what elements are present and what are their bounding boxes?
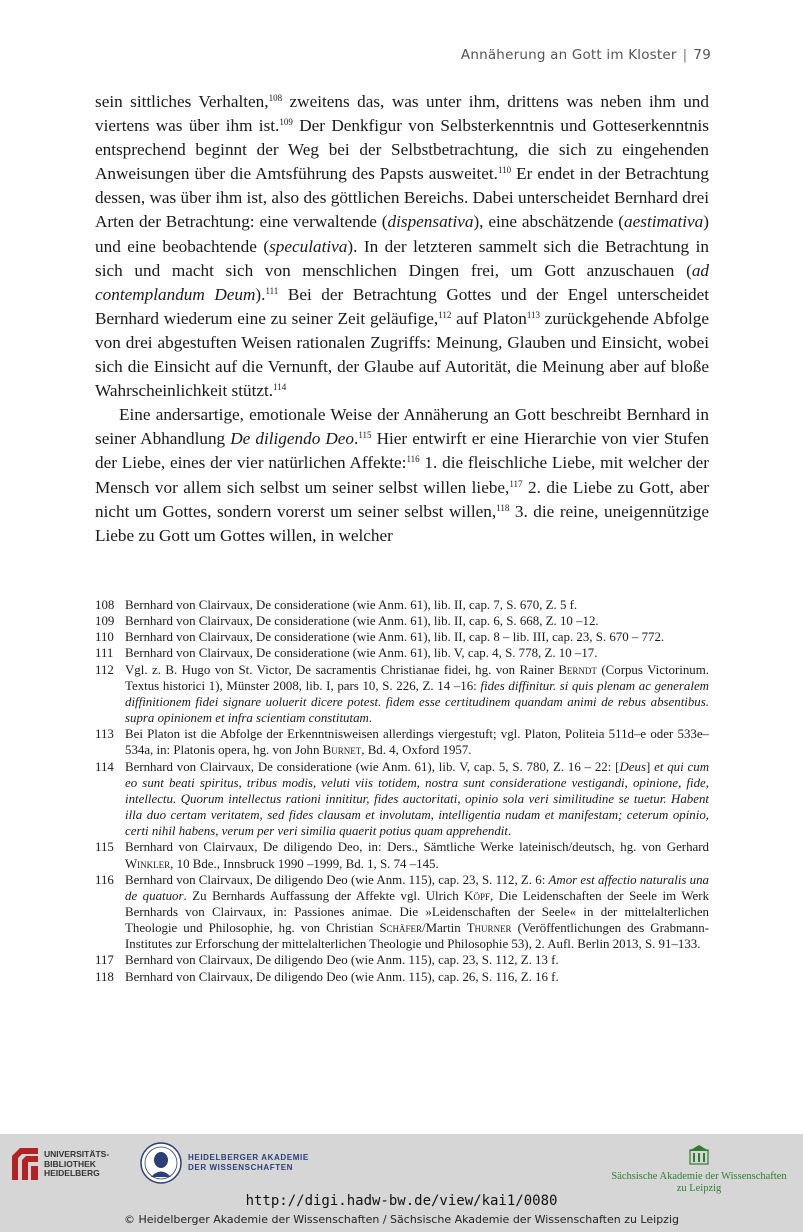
footnote-112 — [95, 662, 709, 727]
footnote-117 — [95, 952, 709, 968]
latin-term: ad contemplandum Deum — [95, 260, 709, 304]
footnote-ref[interactable]: 118 — [496, 502, 510, 513]
text-run: , Die Leidenschaften der Seele im Werk Bernhards von Clairvaux, in: Passiones animae. Die »Leidenschaften der Seele« in der mittelalterlichen Theologie und Philosophie, hg. von Christian — [125, 888, 710, 936]
header-separator: | — [682, 47, 688, 63]
text-run: zurückgehende Abfolge von drei abgestuften Weisen rationalen Zugriffs: Meinung, Glauben und Einsicht, wobei sich die Einsicht auf die Vernunft, der Glaube auf Autorität, die Meinung aber auf bloße Wahrscheinlichkeit stützt. — [95, 308, 709, 401]
footnote-ref[interactable]: 114 — [273, 382, 287, 393]
hadw-logo-text — [188, 1153, 309, 1173]
footnote-text — [125, 872, 709, 953]
footnote-ref[interactable]: 117 — [509, 478, 523, 489]
page-number: 79 — [693, 47, 711, 63]
footnote-text: Bernhard von Clairvaux, De diligendo Deo (wie Anm. 115), cap. 26, S. 116, Z. 16 f. — [125, 969, 559, 984]
text-run: Bernhard von Clairvaux, De consideratione (wie Anm. 61), lib. V, cap. 5, S. 780, Z. 16 – 22: [ — [125, 759, 620, 774]
text-run: , 10 Bde., Innsbruck 1990 –1999, Bd. 1, S. 74 –145. — [170, 856, 439, 871]
footnote-108 — [95, 597, 709, 613]
footnote-number: 108 — [95, 598, 115, 612]
footnote-number: 110 — [95, 630, 114, 645]
text-run: . Zu Bernhards Auffassung der Affekte vgl. Ulrich — [183, 888, 465, 903]
footnotes — [95, 597, 709, 985]
text-run: . — [354, 429, 359, 449]
latin-term: dispensativa — [387, 212, 474, 232]
footnote-text — [125, 759, 709, 840]
paragraph-1 — [95, 90, 709, 403]
footnote-number: 117 — [95, 953, 114, 968]
footnote-118 — [95, 969, 709, 985]
footnote-114 — [95, 759, 709, 840]
text-run: Er endet in der Betrachtung dessen, was über ihm ist, also des göttlichen Bereichs. Dabei unterscheidet Bernhard drei Arten der Betrachtung: eine verwaltende ( — [95, 164, 709, 232]
footnote-text: Bernhard von Clairvaux, De consideratione (wie Anm. 61), lib. II, cap. 6, S. 668, Z. 10 –12. — [125, 614, 599, 629]
latin-term: aestimativa — [624, 212, 704, 232]
footnote-116 — [95, 872, 709, 953]
text-run: Eine andersartige, emotionale Weise der Annäherung an Gott beschreibt Bernhard in seiner Abhandlung — [95, 405, 709, 449]
footnote-111 — [95, 645, 709, 661]
footnote-ref[interactable]: 113 — [526, 309, 541, 320]
work-title: De diligendo Deo — [230, 429, 355, 449]
footnote-number: 118 — [95, 969, 114, 984]
saxon-academy-icon — [688, 1144, 710, 1166]
footnote-text: Bernhard von Clairvaux, De consideratione (wie Anm. 61), lib. II, cap. 8 – lib. III, cap. 23, S. 670 – 772. — [125, 630, 665, 645]
footnote-110 — [95, 629, 709, 645]
hadw-logo[interactable] — [140, 1142, 309, 1184]
copyright-notice: © Heidelberger Akademie der Wissenschaften / Sächsische Akademie der Wissenschaften zu Leipzig — [123, 1213, 679, 1226]
text-run: auf Platon — [451, 308, 527, 328]
footnote-number: 115 — [95, 840, 114, 855]
paragraph-2 — [95, 403, 709, 548]
latin-term: Deus — [619, 759, 646, 774]
footnote-text — [125, 662, 709, 727]
footnote-number: 111 — [95, 646, 114, 661]
footnote-109 — [95, 613, 709, 629]
footnote-text — [125, 726, 709, 758]
footnote-text — [125, 839, 709, 871]
author-name: Köpf — [464, 888, 490, 903]
latin-quote: et qui cum eo sunt beati spiritus, tribus modis, veluti viis totidem, nostra sunt consideratione vestigandi, opinione, fide, intellectu. Quorum intellectus rationi innititur, fides auctoritati, opinio sola veri similitudine se tuetur. Habent illa duo certam veritatem, sed fides clausam et involutam, intelligentia nudam et manifestam; ceterum opinio, certi nihil habens, verum per veri similia quaerit potius quam apprehendit — [125, 759, 710, 839]
text-run: Bernhard von Clairvaux, De diligendo Deo (wie Anm. 115), cap. 23, S. 112, Z. 6: — [125, 872, 549, 887]
footnote-115 — [95, 839, 709, 871]
footer-band — [0, 1134, 803, 1232]
footnote-ref[interactable]: 111 — [265, 285, 279, 296]
author-name: Thurner — [466, 921, 512, 936]
footnote-number: 109 — [95, 614, 115, 629]
text-run: ), eine abschätzende ( — [473, 212, 625, 232]
text-run: sein sittliches Verhalten, — [95, 92, 269, 111]
hadw-seal-icon — [140, 1142, 182, 1184]
hadw-line: DER WISSENSCHAFTEN — [188, 1163, 294, 1172]
text-run: Hier entwirft er eine Hierarchie von vier Stufen der Liebe, eines der vier natürlichen Affekte: — [95, 429, 709, 473]
footnote-ref[interactable]: 109 — [279, 117, 293, 128]
footnote-ref[interactable]: 115 — [358, 430, 372, 441]
saxon-logo-text — [609, 1171, 789, 1195]
hadw-line: HEIDELBERGER AKADEMIE — [188, 1153, 309, 1162]
ub-line: HEIDELBERG — [44, 1168, 100, 1178]
ub-heidelberg-logo[interactable] — [10, 1146, 109, 1182]
footnote-ref[interactable]: 112 — [438, 309, 452, 320]
text-run: Vgl. z. B. Hugo von St. Victor, De sacramentis Christianae fidei, hg. von Rainer — [125, 662, 559, 677]
ub-line: UNIVERSITÄTS- — [44, 1149, 110, 1159]
text-run: 2. die Liebe zu Gott, aber nicht um Gottes, sondern vorerst um seiner selbst willen, — [95, 477, 709, 521]
author-name: Schäfer — [379, 921, 423, 936]
text-run: , Bd. 4, Oxford 1957. — [361, 743, 472, 758]
text-run: (Corpus Victorinum. Textus historici 1), Münster 2008, lib. I, pars 10, S. 226, Z. 14 –16: — [125, 662, 709, 693]
text-run: zweitens das, was unter ihm, drittens was neben ihm und viertens was über ihm ist. — [95, 92, 709, 136]
running-title: Annäherung an Gott im Kloster — [460, 47, 677, 63]
footnote-number: 113 — [95, 727, 114, 742]
latin-term: speculativa — [269, 236, 348, 256]
text-run: Der Denkfigur von Selbsterkenntnis und Gotteserkenntnis entsprechend beginnt der Weg bei der Selbstbetrachtung, die sich zu eingehenden Anweisungen über die Amtsführung des Papsts ausweitet. — [95, 116, 709, 184]
footnote-113 — [95, 726, 709, 758]
author-name: Burnet — [322, 743, 362, 758]
text-run: /Martin — [422, 921, 467, 936]
running-head — [461, 47, 711, 63]
latin-quote: fides diffinitur. si quis plenam ac generalem diffinitionem fidei signare uoluerit dicere potest. fidem esse certitudinem quandam animi de rebus absentibus. supra opinionem et infra scientiam constitutam — [125, 678, 709, 726]
text-run: ). In der letzteren sammelt sich die Betrachtung in sich und macht sich von menschlichen Dingen frei, um Gott anzuschauen ( — [95, 236, 709, 280]
text-run: ] — [645, 759, 655, 774]
text-run: ) und eine beobachtende ( — [95, 212, 710, 256]
footnote-ref[interactable]: 110 — [497, 165, 512, 176]
footnote-number: 116 — [95, 872, 114, 887]
footnote-ref[interactable]: 108 — [268, 93, 283, 103]
ub-line: BIBLIOTHEK — [44, 1158, 96, 1169]
text-run: 1. die fleischliche Liebe, mit welcher der Mensch vor allem sich selbst um seiner selbst willen liebe, — [95, 453, 709, 497]
text-run: (Veröffentlichungen des Grabmann-Institutes zur Erforschung der mittelalterlichen Theologie und Philosophie 53), 2. Aufl. Berlin 2013, S. 91–133. — [125, 921, 709, 952]
text-run: Bei Platon ist die Abfolge der Erkenntnisweisen allerdings viergestuft; vgl. Platon, Politeia 511d–e oder 533e–534a, in: Platonis opera, hg. von John — [125, 727, 709, 758]
latin-quote: Amor est affectio naturalis una de quatuor — [125, 872, 709, 903]
author-name: Winkler — [125, 856, 171, 871]
saxon-line: zu Leipzig — [676, 1183, 722, 1194]
saxon-line: Sächsische Akademie der Wissenschaften — [611, 1171, 787, 1182]
text-run: . — [368, 711, 373, 726]
author-name: Berndt — [558, 662, 597, 677]
text-run: . — [507, 824, 512, 839]
text-run: ). — [255, 284, 266, 304]
ub-logo-text — [44, 1150, 109, 1179]
footnote-text: Bernhard von Clairvaux, De diligendo Deo (wie Anm. 115), cap. 23, S. 112, Z. 13 f. — [125, 953, 559, 968]
permalink-url[interactable]: http://digi.hadw-bw.de/view/kai1/0080 — [245, 1193, 558, 1209]
footnote-ref[interactable]: 116 — [406, 454, 420, 465]
text-run: Bernhard von Clairvaux, De diligendo Deo, in: Ders., Sämtliche Werke lateinisch/deutsch, hg. von Gerhard — [125, 840, 709, 855]
main-text — [95, 90, 709, 548]
footnote-text: Bernhard von Clairvaux, De consideratione (wie Anm. 61), lib. II, cap. 7, S. 670, Z. 5 f. — [125, 598, 578, 612]
saxon-academy-logo[interactable] — [609, 1144, 789, 1195]
footnote-number: 114 — [95, 759, 114, 774]
ub-logo-icon — [10, 1146, 40, 1182]
text-run: 3. die reine, uneigennützige Liebe zu Gott um Gottes willen, in welcher — [95, 501, 709, 545]
footnote-number: 112 — [95, 662, 114, 677]
text-run: Bei der Betrachtung Gottes und der Engel unterscheidet Bernhard wiederum eine zu seiner Zeit geläufige, — [95, 284, 709, 328]
footnote-text: Bernhard von Clairvaux, De consideratione (wie Anm. 61), lib. V, cap. 4, S. 778, Z. 10 –17. — [125, 646, 598, 661]
